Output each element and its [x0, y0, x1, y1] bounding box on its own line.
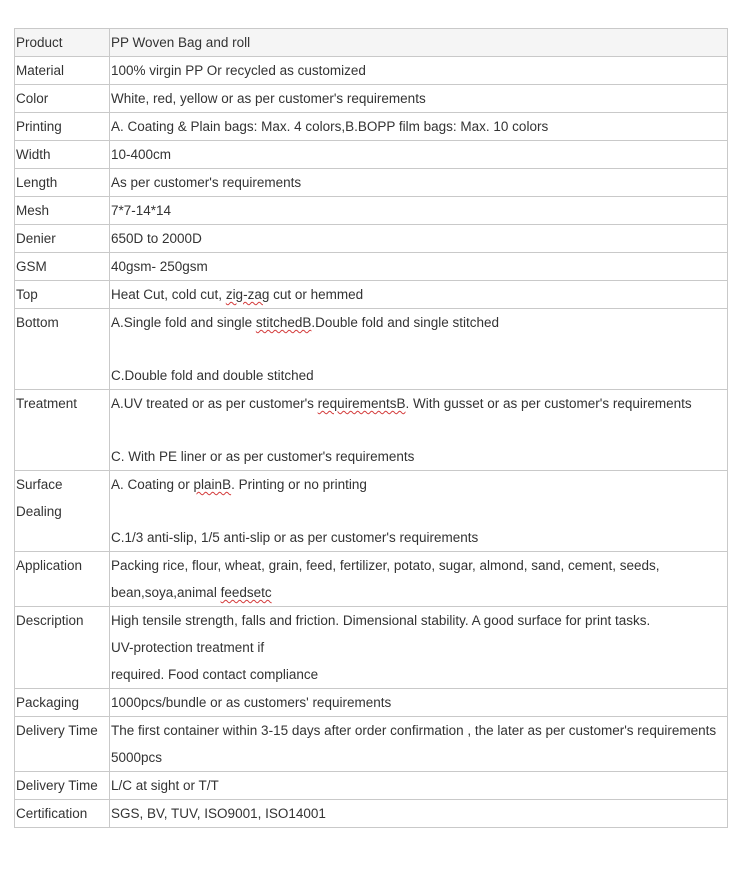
- row-label: [15, 471, 110, 552]
- table-row-surface-dealing: [15, 471, 728, 552]
- value-line: C.1/3 anti-slip, 1/5 anti-slip or as per customer's requirements: [111, 530, 479, 545]
- row-label: Width: [15, 141, 110, 169]
- row-value: [110, 390, 728, 471]
- value-text: A. Coating or: [111, 477, 194, 492]
- row-label: Treatment: [15, 390, 110, 471]
- value-line: [111, 309, 726, 336]
- row-value: 40gsm- 250gsm: [110, 253, 728, 281]
- value-line: The first container within 3-15 days after order confirmation , the later as per customer's requirements: [111, 723, 717, 738]
- value-text: . Printing or no printing: [231, 477, 367, 492]
- table-row-payment: [15, 772, 728, 800]
- row-label: GSM: [15, 253, 110, 281]
- row-value: [110, 607, 728, 689]
- table-row-product: [15, 29, 728, 57]
- blank-line: [111, 417, 726, 443]
- row-value: SGS, BV, TUV, ISO9001, ISO14001: [110, 800, 728, 828]
- table-row-mesh: [15, 197, 728, 225]
- row-value: 10-400cm: [110, 141, 728, 169]
- row-value: 7*7-14*14: [110, 197, 728, 225]
- value-text: .Double fold and single stitched: [311, 315, 500, 330]
- row-label: Top: [15, 281, 110, 309]
- row-value: A. Coating & Plain bags: Max. 4 colors,B.BOPP film bags: Max. 10 colors: [110, 113, 728, 141]
- table-row-color: [15, 85, 728, 113]
- row-label-line: Surface: [16, 477, 63, 492]
- value-line: Packing rice, flour, wheat, grain, feed, fertilizer, potato, sugar, almond, sand, cement, seeds,: [111, 558, 660, 573]
- value-line: [111, 579, 726, 606]
- row-value: [110, 309, 728, 390]
- product-spec-table: [14, 28, 728, 828]
- table-row-printing: [15, 113, 728, 141]
- row-label: Color: [15, 85, 110, 113]
- row-value: 1000pcs/bundle or as customers' requirements: [110, 689, 728, 717]
- spellcheck-word: zig-zag: [225, 287, 270, 302]
- table-row-bottom: [15, 309, 728, 390]
- row-label-line: Dealing: [16, 504, 62, 519]
- table-row-description: [15, 607, 728, 689]
- row-label: Bottom: [15, 309, 110, 390]
- value-text: . With gusset or as per customer's requirements: [405, 396, 692, 411]
- row-label: Delivery Time: [15, 717, 110, 772]
- row-label: Length: [15, 169, 110, 197]
- row-label: Packaging: [15, 689, 110, 717]
- value-line: C. With PE liner or as per customer's requirements: [111, 449, 415, 464]
- row-label: Delivery Time: [15, 772, 110, 800]
- row-value: [110, 281, 728, 309]
- row-value: [110, 717, 728, 772]
- table-row-gsm: [15, 253, 728, 281]
- table-row-denier: [15, 225, 728, 253]
- table-row-length: [15, 169, 728, 197]
- spellcheck-word: requirementsB: [317, 396, 406, 411]
- row-label: Mesh: [15, 197, 110, 225]
- table-row-material: [15, 57, 728, 85]
- table-row-top: [15, 281, 728, 309]
- spellcheck-word: stitchedB: [255, 315, 312, 330]
- row-label: Certification: [15, 800, 110, 828]
- row-label: Material: [15, 57, 110, 85]
- value-line: [111, 390, 726, 417]
- row-value: [110, 552, 728, 607]
- value-text: A.Single fold and single: [111, 315, 256, 330]
- table-row-delivery-time: [15, 717, 728, 772]
- row-value: L/C at sight or T/T: [110, 772, 728, 800]
- table-row-treatment: [15, 390, 728, 471]
- value-line: 5000pcs: [111, 750, 163, 765]
- table-row-width: [15, 141, 728, 169]
- table-row-certification: [15, 800, 728, 828]
- value-line: C.Double fold and double stitched: [111, 368, 314, 383]
- value-text: bean,soya,animal: [111, 585, 221, 600]
- table-row-packaging: [15, 689, 728, 717]
- row-label: Printing: [15, 113, 110, 141]
- row-value: [110, 471, 728, 552]
- value-text: cut or hemmed: [269, 287, 364, 302]
- row-value: White, red, yellow or as per customer's requirements: [110, 85, 728, 113]
- spellcheck-word: feedsetc: [220, 585, 272, 600]
- blank-line: [111, 336, 726, 362]
- table-row-application: [15, 552, 728, 607]
- row-value: 100% virgin PP Or recycled as customized: [110, 57, 728, 85]
- value-line: required. Food contact compliance: [111, 667, 319, 682]
- row-value: As per customer's requirements: [110, 169, 728, 197]
- value-text: A.UV treated or as per customer's: [111, 396, 318, 411]
- blank-line: [111, 498, 726, 524]
- value-line: High tensile strength, falls and friction. Dimensional stability. A good surface for print tasks.: [111, 613, 651, 628]
- value-text: Heat Cut, cold cut,: [111, 287, 226, 302]
- row-value: 650D to 2000D: [110, 225, 728, 253]
- spellcheck-word: plainB: [193, 477, 232, 492]
- row-label: Application: [15, 552, 110, 607]
- row-label: Description: [15, 607, 110, 689]
- row-value: PP Woven Bag and roll: [110, 29, 728, 57]
- value-line: UV-protection treatment if: [111, 640, 265, 655]
- row-label: Product: [15, 29, 110, 57]
- value-line: [111, 471, 726, 498]
- row-label: Denier: [15, 225, 110, 253]
